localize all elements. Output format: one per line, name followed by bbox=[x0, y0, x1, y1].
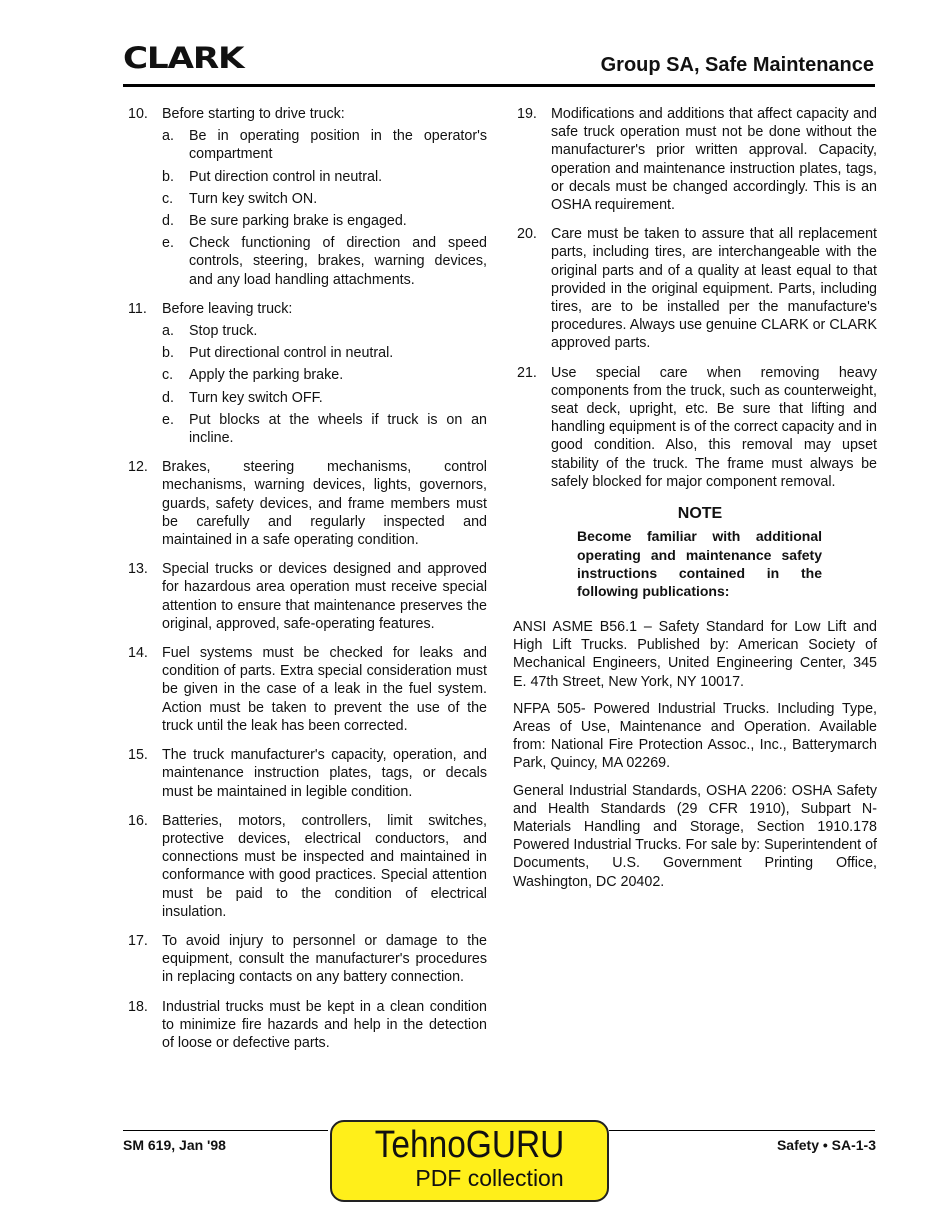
page-title: Group SA, Safe Maintenance bbox=[600, 54, 874, 76]
watermark-stamp bbox=[330, 1120, 609, 1202]
list-item bbox=[123, 300, 487, 447]
stamp-subtitle: PDF collection bbox=[415, 1165, 564, 1191]
list-item bbox=[123, 812, 487, 921]
list-item bbox=[123, 998, 487, 1053]
sub-item-letter: a. bbox=[162, 323, 174, 340]
item-number: 14. bbox=[128, 645, 148, 662]
item-number: 21. bbox=[517, 364, 537, 381]
item-number: 16. bbox=[128, 812, 148, 829]
item-number: 20. bbox=[517, 226, 537, 243]
item-text: Fuel systems must be checked for leaks and condition of parts. Extra special consideration must be given in the case of a leak in the fuel system. Action must be taken to prevent the use of the truck until the leak has been corrected. bbox=[162, 645, 487, 734]
sub-item-letter: e. bbox=[162, 411, 174, 428]
list-item bbox=[123, 746, 487, 801]
sub-item bbox=[162, 168, 487, 186]
header-divider bbox=[123, 84, 875, 87]
item-number: 11. bbox=[128, 300, 147, 317]
right-column bbox=[513, 105, 877, 900]
item-text: Batteries, motors, controllers, limit switches, protective devices, electrical conductors, and connections must be inspected and maintained in conformance with good practices. Special attention must be paid to the condition of electrical insulation. bbox=[162, 812, 487, 920]
item-text: The truck manufacturer's capacity, operation, and maintenance instruction plates, tags, or decals must be maintained in legible condition. bbox=[162, 747, 487, 800]
item-text: Before starting to drive truck: bbox=[162, 106, 345, 122]
sub-item-letter: e. bbox=[162, 235, 174, 252]
item-number: 17. bbox=[128, 932, 148, 949]
list-item bbox=[123, 458, 487, 549]
footer-manual-id: SM 619, Jan '98 bbox=[123, 1137, 226, 1153]
publication-entry: General Industrial Standards, OSHA 2206: OSHA Safety and Health Standards (29 CFR 1910), Subpart N-Materials Handling and Storage, Section 1910.178 Powered Industrial Trucks. For sale by: Superintendent of Documents, U.S. Government Printing Office, Washington, DC 20402. bbox=[513, 782, 877, 890]
sub-item-text: Put directional control in neutral. bbox=[189, 345, 394, 362]
publication-entry: ANSI ASME B56.1 – Safety Standard for Low Lift and High Lift Trucks. Published by: American Society of Mechanical Engineers, United Engineering Center, 345 E. 47th Street, New York, NY 10017. bbox=[513, 618, 877, 690]
item-text: Brakes, steering mechanisms, control mechanisms, warning devices, lights, governors, guards, safety devices, and frame members must be carefully and regularly inspected and maintained in a safe operating condition. bbox=[162, 459, 487, 549]
left-column bbox=[123, 105, 487, 1063]
clark-logo: CLARK bbox=[123, 41, 244, 75]
item-text: Modifications and additions that affect capacity and safe truck operation must not be done without the manufacturer's prior written approval. Capacity, operation and maintenance instruction plates, tags, or decals must be changed accordingly. This is an OSHA requirement. bbox=[551, 106, 877, 214]
note-heading: NOTE bbox=[677, 505, 723, 523]
sub-item-letter: c. bbox=[162, 367, 174, 384]
sub-item-text: Put direction control in neutral. bbox=[189, 168, 383, 185]
item-number: 10. bbox=[128, 106, 148, 122]
item-number: 19. bbox=[517, 106, 537, 122]
sub-item-text: Be in operating position in the operator's compartment bbox=[189, 128, 487, 163]
sub-item-letter: c. bbox=[162, 190, 174, 207]
item-number: 13. bbox=[128, 561, 148, 578]
sub-item-letter: b. bbox=[162, 345, 174, 362]
sub-item-text: Be sure parking brake is engaged. bbox=[189, 213, 407, 230]
sub-item bbox=[162, 212, 487, 230]
list-item bbox=[123, 560, 487, 633]
item-text: Before leaving truck: bbox=[162, 300, 293, 317]
sub-item-letter: b. bbox=[162, 168, 174, 185]
sub-item bbox=[162, 366, 487, 384]
item-text: To avoid injury to personnel or damage to the equipment, consult the manufacturer's procedures in replacing contacts on any battery connection. bbox=[162, 932, 487, 986]
sub-item-letter: d. bbox=[162, 389, 174, 406]
sub-item-text: Turn key switch OFF. bbox=[189, 389, 323, 406]
list-item bbox=[123, 644, 487, 735]
footer-divider-right bbox=[609, 1130, 875, 1131]
sub-item-text: Stop truck. bbox=[189, 323, 258, 340]
list-item bbox=[123, 932, 487, 987]
sub-item bbox=[162, 234, 487, 289]
list-item bbox=[513, 364, 877, 491]
sub-item-letter: d. bbox=[162, 213, 174, 230]
footer-page-number: Safety • SA-1-3 bbox=[776, 1137, 876, 1153]
item-text: Use special care when removing heavy components from the truck, such as counterweight, seat deck, upright, etc. Be sure that lifting and handling equipment is of the correct capacity and in good condition. Also, this removal may upset stability of the truck. The frame must always be safely blocked for major component removal. bbox=[551, 364, 877, 490]
list-item bbox=[513, 225, 877, 352]
item-number: 12. bbox=[128, 459, 148, 476]
publication-entry: NFPA 505- Powered Industrial Trucks. Including Type, Areas of Use, Maintenance and Operation. Available from: National Fire Protection Assoc., Inc., Batterymarch Park, Quincy, MA 02269. bbox=[513, 700, 877, 772]
item-text: Industrial trucks must be kept in a clean condition to minimize fire hazards and help in the detection of loose or defective parts. bbox=[162, 998, 487, 1051]
list-item bbox=[123, 105, 487, 289]
stamp-title: TehnoGURU bbox=[374, 1124, 565, 1166]
item-number: 18. bbox=[128, 998, 148, 1015]
item-number: 15. bbox=[128, 747, 148, 764]
sub-item-text: Check functioning of direction and speed controls, steering, brakes, warning devices, and any load handling attachments. bbox=[189, 235, 487, 288]
item-text: Care must be taken to assure that all replacement parts, including tires, are interchangeable with the original parts and of a quality at least equal to that provided in the original equipment. Parts, including tires, are to be installed per the manufacture's procedures. Always use genuine CLARK or CLARK approved parts. bbox=[551, 226, 877, 352]
sub-item-letter: a. bbox=[162, 128, 174, 145]
sub-item bbox=[162, 411, 487, 447]
sub-item bbox=[162, 190, 487, 208]
sub-item-text: Put blocks at the wheels if truck is on an incline. bbox=[189, 411, 487, 447]
item-text: Special trucks or devices designed and approved for hazardous area operation must receive special attention to ensure that maintenance preserves the original, approved, safe-operating features. bbox=[162, 561, 487, 632]
list-item bbox=[513, 105, 877, 214]
sub-item bbox=[162, 127, 487, 163]
footer-divider-left bbox=[123, 1130, 328, 1131]
sub-item-text: Apply the parking brake. bbox=[189, 367, 344, 384]
sub-item bbox=[162, 322, 487, 340]
sub-item-text: Turn key switch ON. bbox=[189, 190, 318, 207]
sub-item bbox=[162, 389, 487, 407]
note-body: Become familiar with additional operating and maintenance safety instructions contained in the following publications: bbox=[577, 528, 822, 600]
sub-item bbox=[162, 344, 487, 362]
